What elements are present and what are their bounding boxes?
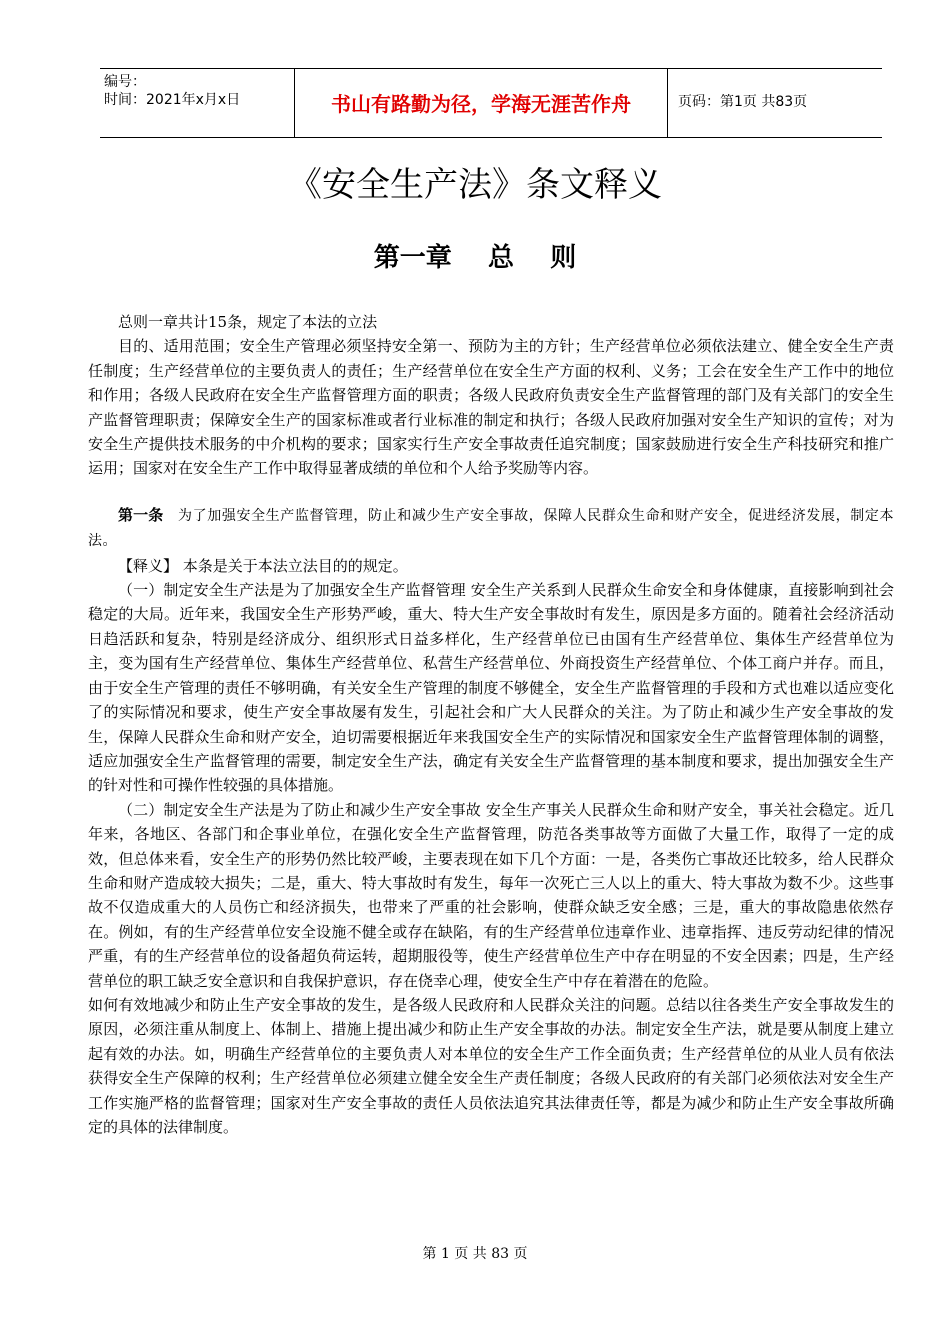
header-motto-cell (295, 69, 668, 137)
article-1-label: 第一条 (118, 505, 164, 524)
interpretation-paragraph-2: （二）制定安全生产法是为了防止和减少生产安全事故 安全生产事关人民群众生命和财产安全，事关社会稳定。近几年来，各地区、各部门和企事业单位，在强化安全生产监督管理，防范各类事故等方面做了大量工作，取得了一定的成效，但总体来看，安全生产的形势仍然比较严峻，主要表现在如下几个方面：一是，各类伤亡事故还比较多，给人民群众生命和财产造成较大损失；二是，重大、特大事故时有发生，每年一次死亡三人以上的重大、特大事故为数不少。这些事故不仅造成重大的人员伤亡和经济损失，也带来了严重的社会影响，使群众缺乏安全感；三是，重大的事故隐患依然存在。例如，有的生产经营单位安全设施不健全或存在缺陷，有的生产经营单位违章作业、违章指挥、违反劳动纪律的情况严重，有的生产经营单位的设备超负荷运转，超期服役等，使生产经营单位生产中存在明显的不安全因素；四是，生产经营单位的职工缺乏安全意识和自我保护意识，存在侥幸心理，使安全生产中存在着潜在的危险。 (88, 800, 894, 990)
document-title: 《安全生产法》条文释义 (288, 165, 662, 205)
document-body (88, 310, 894, 1139)
page-footer: 第 1 页 共 83 页 (422, 1246, 528, 1262)
chapter-heading: 第一章 总 则 (373, 243, 577, 273)
document-number-label: 编号： (104, 74, 146, 90)
header-page-cell (668, 69, 882, 137)
header-left-cell (100, 69, 295, 137)
interpretation-intro: 【释义】 本条是关于本法立法目的的规定。 (118, 556, 408, 575)
document-header (100, 68, 882, 138)
summary-paragraph: 目的、适用范围；安全生产管理必须坚持安全第一、预防为主的方针；生产经营单位必须依法建立、健全安全生产责任制度；生产经营单位的主要负责人的责任；生产经营单位在安全生产方面的权利、义务；工会在安全生产工作中的地位和作用；各级人民政府在安全生产监督管理方面的职责；各级人民政府负责安全生产监督管理的部门及有关部门的安全生产监督管理职责；保障安全生产的国家标准或者行业标准的制定和执行；各级人民政府加强对安全生产知识的宣传；对为安全生产提供技术服务的中介机构的要求；国家实行生产安全事故责任追究制度；国家鼓励进行安全生产科技研究和推广运用；国家对在安全生产工作中取得显著成绩的单位和个人给予奖励等内容。 (88, 337, 894, 478)
document-time-label: 时间：2021年x月x日 (104, 92, 241, 108)
summary-first-line: 总则一章共计15条，规定了本法的立法 (118, 313, 378, 331)
article-1 (88, 503, 894, 554)
article-1-text: 为了加强安全生产监督管理，防止和减少生产安全事故，保障人民群众生命和财产安全，促进经济发展，制定本法。 (88, 507, 894, 550)
header-page-info: 页码：第1页 共83页 (678, 94, 808, 110)
interpretation-paragraph-3: 如何有效地减少和防止生产安全事故的发生，是各级人民政府和人民群众关注的问题。总结以往各类生产安全事故发生的原因，必须注重从制度上、体制上、措施上提出减少和防止生产安全事故的办法。制定安全生产法，就是要从制度上建立起有效的办法。如，明确生产经营单位的主要负责人对本单位的安全生产工作全面负责；生产经营单位的从业人员有依法获得安全生产保障的权利；生产经营单位必须建立健全安全生产责任制度；各级人民政府的有关部门必须依法对安全生产工作实施严格的监督管理；国家对生产安全事故的责任人员依法追究其法律责任等，都是为减少和防止生产安全事故所确定的具体的法律制度。 (88, 995, 894, 1136)
interpretation-paragraph-1: （一）制定安全生产法是为了加强安全生产监督管理 安全生产关系到人民群众生命安全和身体健康，直接影响到社会稳定的大局。近年来，我国安全生产形势严峻，重大、特大生产安全事故时有发生，原因是多方面的。随着社会经济活动日趋活跃和复杂，特别是经济成分、组织形式日益多样化，生产经营单位已由国有生产经营单位、集体生产经营单位为主，变为国有生产经营单位、集体生产经营单位、私营生产经营单位、外商投资生产经营单位、个体工商户并存。而且，由于安全生产管理的责任不够明确，有关安全生产管理的制度不够健全，安全生产监督管理的手段和方式也难以适应变化了的实际情况和要求，使生产安全事故屡有发生，引起社会和广大人民群众的关注。为了防止和减少生产安全事故的发生，保障人民群众生命和财产安全，迫切需要根据近年来我国安全生产的实际情况和国家安全生产监督管理体制的调整，适应加强安全生产监督管理的需要，制定安全生产法，确定有关安全生产监督管理的基本制度和要求，提出加强安全生产的针对性和可操作性较强的具体措施。 (88, 581, 894, 795)
header-motto: 书山有路勤为径，学海无涯苦作舟 (331, 92, 631, 116)
